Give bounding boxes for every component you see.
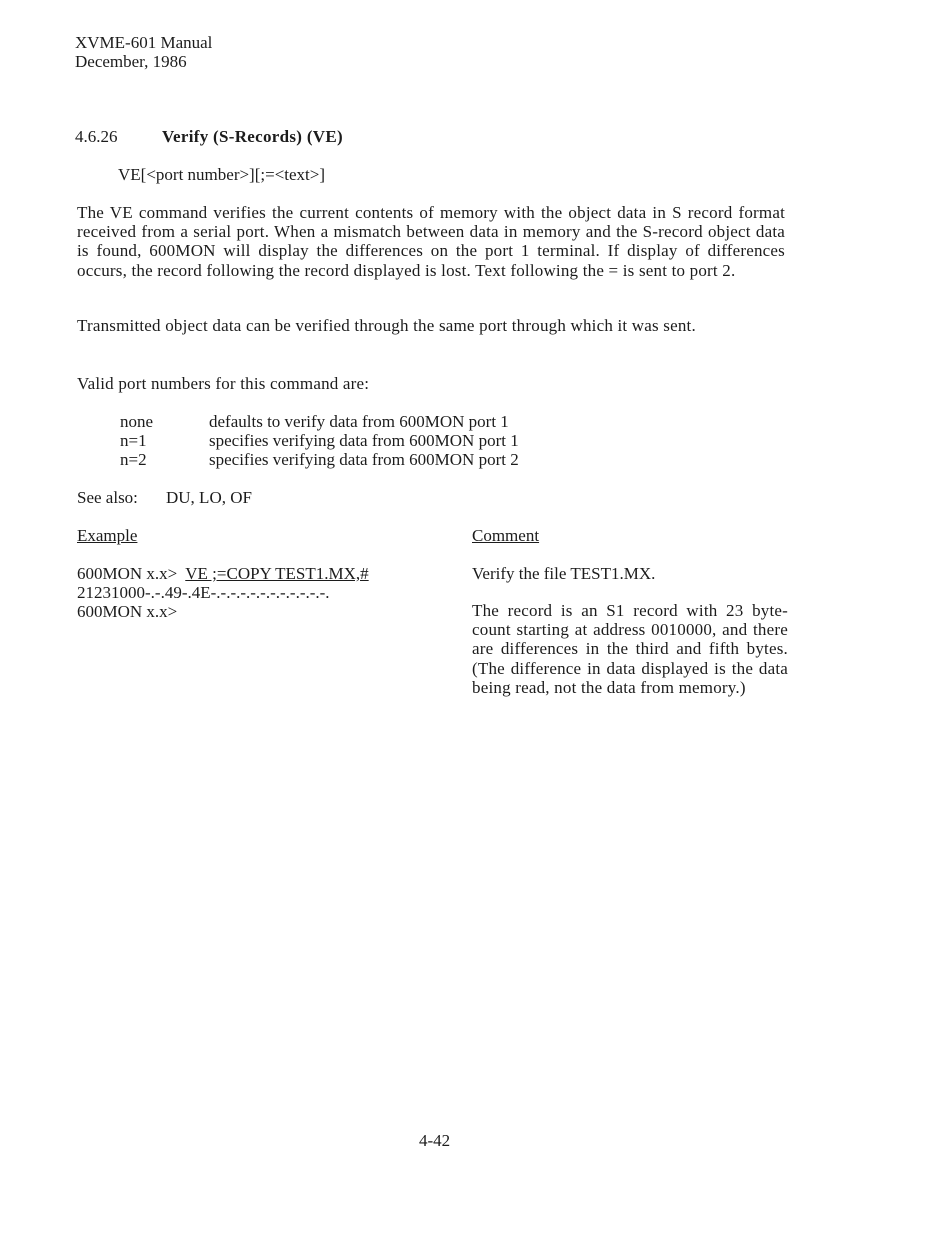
port-option-desc: defaults to verify data from 600MON port 1 (209, 412, 509, 431)
comment-text: The record is an S1 record with 23 byte-count starting at address 0010000, and there are differences in the third and fifth bytes. (The difference in data displayed is the data being read, not the data from memory.) (472, 601, 788, 697)
port-option-key: n=2 (120, 450, 147, 469)
see-also (77, 488, 252, 507)
port-intro-paragraph: Valid port numbers for this command are: (77, 374, 370, 393)
see-also-label: See also: (77, 488, 138, 507)
see-also-value: DU, LO, OF (166, 488, 252, 507)
section-number: 4.6.26 (75, 127, 118, 146)
comment-heading: Comment (472, 526, 540, 545)
example-heading: Example (77, 526, 138, 545)
section-title: Verify (S-Records) (VE) (162, 127, 343, 146)
comment-text: Verify the file TEST1.MX. (472, 564, 656, 583)
port-option-row (120, 431, 519, 450)
example-block (77, 564, 369, 621)
example-prompt: 600MON x.x> (77, 602, 178, 621)
command-syntax: VE[<port number>][;=<text>] (118, 165, 326, 184)
page-number: 4-42 (419, 1131, 451, 1150)
port-option-key: none (120, 412, 154, 431)
manual-date: December, 1986 (75, 52, 187, 71)
example-output: 21231000-.-.49-.4E-.-.-.-.-.-.-.-.-.-.-.-. (77, 583, 330, 602)
page-header (75, 33, 212, 71)
example-command: VE ;=COPY TEST1.MX,# (185, 564, 369, 583)
manual-title: XVME-601 Manual (75, 33, 213, 52)
example-command-line (77, 564, 369, 583)
verification-paragraph: Transmitted object data can be verified through the same port through which it was sent. (77, 316, 696, 335)
port-option-desc: specifies verifying data from 600MON port 1 (209, 431, 519, 450)
port-option-desc: specifies verifying data from 600MON port 2 (209, 450, 519, 469)
description-paragraph: The VE command verifies the current contents of memory with the object data in S record format received from a serial port. When a mismatch between data in memory and the S-record object data is found, 600MON will display the differences on the port 1 terminal. If display of differences occurs, the record following the record displayed is lost. Text following the = is sent to port 2. (77, 203, 785, 280)
port-option-key: n=1 (120, 431, 147, 450)
port-option-row (120, 412, 509, 431)
port-option-row (120, 450, 519, 469)
example-prompt: 600MON x.x> (77, 564, 178, 583)
